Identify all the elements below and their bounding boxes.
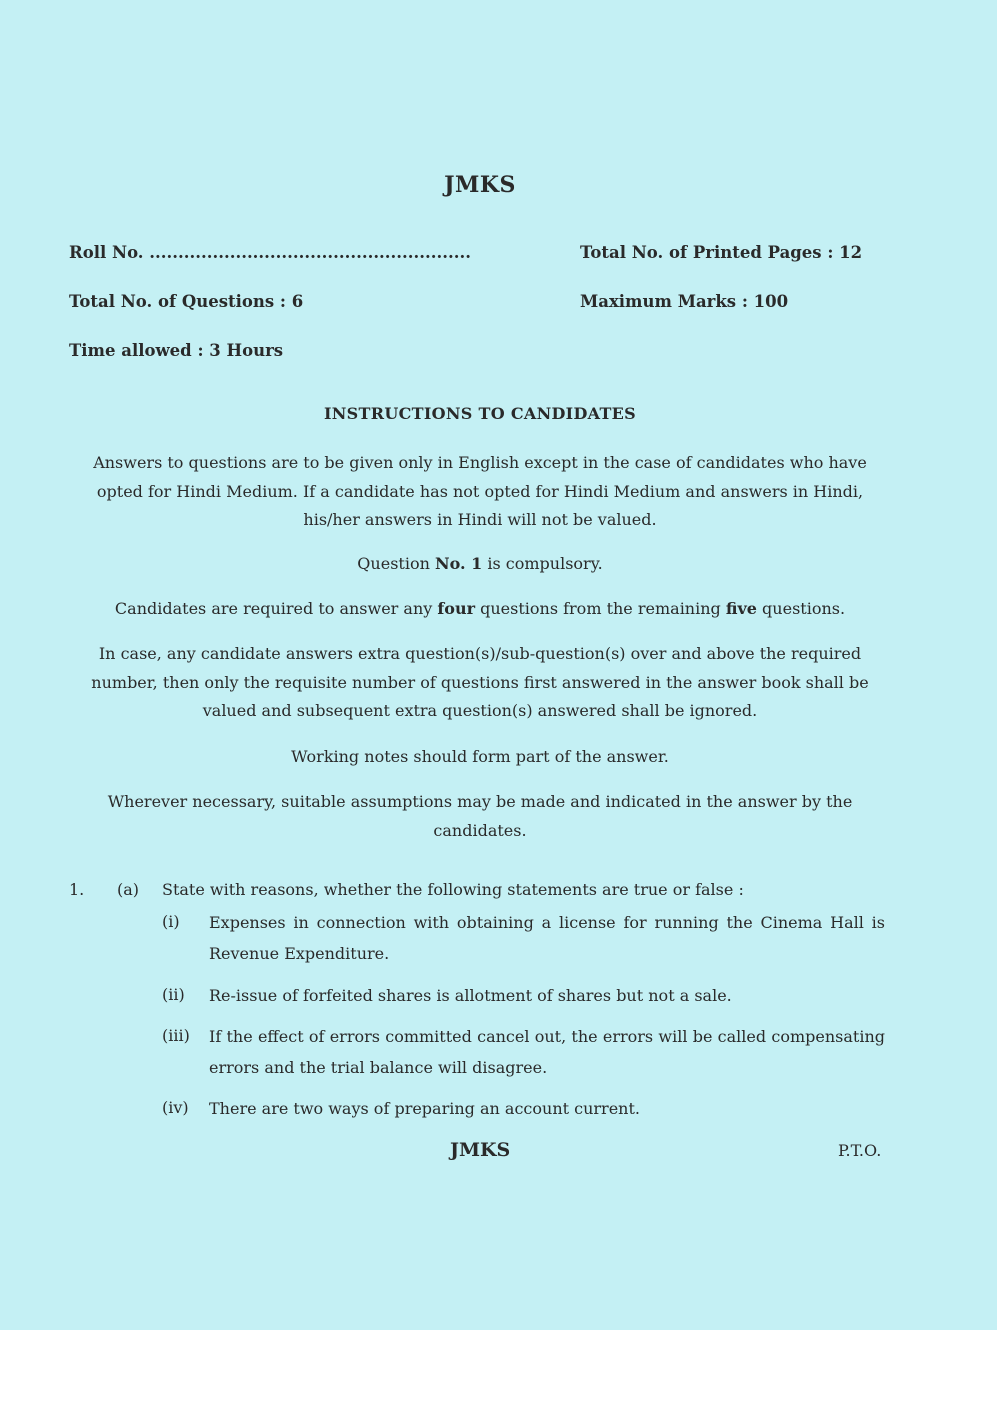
instruction-working-notes: Working notes should form part of the answer.: [291, 747, 669, 766]
statement-label: (i): [162, 912, 180, 931]
question-part-text: State with reasons, whether the following statements are true or false :: [162, 880, 744, 899]
paper-code-heading: JMKS: [444, 172, 516, 198]
statement-text: Expenses in connection with obtaining a license for running the Cinema Hall is Revenue Expenditure.: [209, 913, 885, 963]
instruction-answer-pre: Candidates are required to answer any: [114, 599, 438, 618]
statement-text: There are two ways of preparing an account current.: [209, 1099, 640, 1118]
instruction-extra-questions: In case, any candidate answers extra question(s)/sub-question(s) over and above the required number, then only the requisite number of questions first answered in the answer book shall be valued and subsequent extra question(s) answered shall be ignored.: [91, 644, 869, 720]
total-pages-label: Total No. of Printed Pages : 12: [580, 243, 863, 262]
instruction-medium: Answers to questions are to be given only in English except in the case of candidates who have opted for Hindi Medium. If a candidate has not opted for Hindi Medium and answers in Hindi, his/her answers in Hindi will not be valued.: [93, 453, 867, 529]
footer-paper-code: JMKS: [450, 1139, 511, 1161]
footer-pto: P.T.O.: [838, 1141, 882, 1160]
statement-label: (iv): [162, 1098, 189, 1117]
statement-label: (ii): [162, 985, 185, 1004]
max-marks-label: Maximum Marks : 100: [580, 292, 789, 311]
instruction-compulsory: [70, 550, 890, 579]
statement-text: If the effect of errors committed cancel out, the errors will be called compensating errors and the trial balance will disagree.: [209, 1027, 885, 1077]
roll-no-label: Roll No. ........................................................: [69, 243, 471, 262]
instruction-answer-five: five: [725, 599, 757, 618]
statement-text: Re-issue of forfeited shares is allotment of shares but not a sale.: [209, 986, 732, 1005]
instruction-answer-four: four: [437, 599, 476, 618]
total-questions-label: Total No. of Questions : 6: [69, 292, 304, 311]
instruction-assumptions: Wherever necessary, suitable assumptions may be made and indicated in the answer by the candidates.: [107, 792, 853, 840]
instruction-answer-post: questions.: [756, 599, 846, 618]
instruction-answer-count: [70, 595, 890, 624]
instruction-compulsory-qno: No. 1: [434, 554, 483, 573]
instruction-answer-mid: questions from the remaining: [475, 599, 726, 618]
time-allowed-label: Time allowed : 3 Hours: [69, 341, 284, 360]
question-number: 1.: [69, 880, 85, 899]
instructions-title: INSTRUCTIONS TO CANDIDATES: [323, 404, 637, 423]
statement-label: (iii): [162, 1026, 190, 1045]
question-part-label: (a): [117, 880, 140, 899]
instruction-compulsory-post: is compulsory.: [482, 554, 603, 573]
instruction-compulsory-pre: Question: [357, 554, 435, 573]
